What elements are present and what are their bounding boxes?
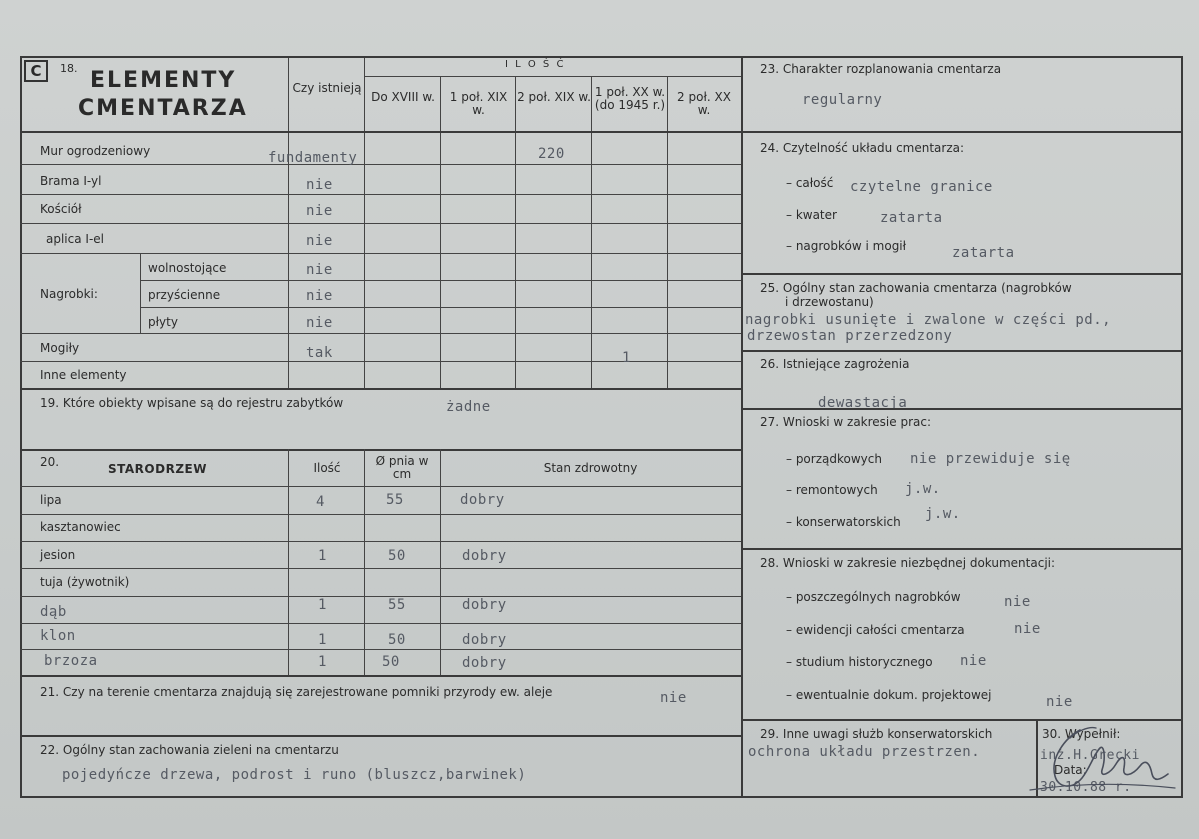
s18-exists-value: tak <box>306 345 333 361</box>
s18-row-label: przyścienne <box>148 288 221 302</box>
s18-col-xix1: 1 poł. XIX w. <box>449 90 508 117</box>
s25-answer-2: drzewostan przerzedzony <box>747 328 953 344</box>
s20-col-count: Ilość <box>313 461 341 475</box>
s20-count: 1 <box>318 654 327 670</box>
s27-item-label: – konserwatorskich <box>786 515 901 529</box>
s24-item-label: – całość <box>786 176 834 190</box>
s27-item-value: j.w. <box>925 506 961 522</box>
s20-health: dobry <box>462 597 507 613</box>
s20-species: tuja (żywotnik) <box>40 575 130 589</box>
s29-question: 29. Inne uwagi służb konserwatorskich <box>760 727 993 741</box>
s18-col-xix2: 2 poł. XIX w. <box>517 90 591 104</box>
s27-item-label: – porządkowych <box>786 452 882 466</box>
s18-exists-value: nie <box>306 288 333 304</box>
s20-diam: 55 <box>388 597 406 613</box>
s24-item-label: – nagrobków i mogił <box>786 239 907 253</box>
s20-diam: 50 <box>388 548 406 564</box>
s19-question: 19. Które obiekty wpisane są do rejestru zabytków <box>40 396 344 410</box>
s25-question-2: i drzewostanu) <box>785 295 874 309</box>
s28-item-label: – ewidencji całości cmentarza <box>786 623 965 637</box>
s24-item-value: czytelne granice <box>850 179 993 195</box>
s30-date: 30.10.88 r. <box>1040 780 1132 795</box>
s24-item-value: zatarta <box>880 210 943 226</box>
s18-exists-value: nie <box>306 233 333 249</box>
s18-xx1-value: 1 <box>622 350 631 366</box>
s18-col-exists: Czy istnieją <box>292 81 362 95</box>
s18-exists-value: fundamenty <box>268 150 358 166</box>
s18-row-label: Inne elementy <box>40 368 127 382</box>
s18-title-1: ELEMENTY <box>90 68 237 93</box>
section-code: C <box>24 60 48 82</box>
s18-row-label: aplica I-el <box>46 232 104 246</box>
s18-exists-value: nie <box>306 315 333 331</box>
s18-xix2-value: 220 <box>538 146 565 162</box>
s18-col-xx1: 1 poł. XX w. (do 1945 r.) <box>594 85 666 112</box>
s20-count: 4 <box>316 494 325 510</box>
s20-diam: 50 <box>382 654 400 670</box>
s18-col-xx2: 2 poł. XX w. <box>677 90 731 117</box>
s26-question: 26. Istniejące zagrożenia <box>760 357 910 371</box>
s26-answer: dewastacja <box>818 395 908 411</box>
s28-item-value: nie <box>1014 621 1041 637</box>
s18-exists-value: nie <box>306 203 333 219</box>
signature-mark <box>1010 718 1180 800</box>
s21-answer: nie <box>660 690 687 706</box>
s18-exists-value: nie <box>306 177 333 193</box>
s18-row-label: Brama I-yl <box>40 174 102 188</box>
s20-species: kasztanowiec <box>40 520 121 534</box>
s18-row-label: Kościół <box>40 202 82 216</box>
s28-question: 28. Wnioski w zakresie niezbędnej dokumentacji: <box>760 556 1056 570</box>
s25-answer-1: nagrobki usunięte i zwalone w części pd., <box>745 312 1112 328</box>
s18-row-label: Mur ogrodzeniowy <box>40 144 151 158</box>
s28-item-label: – ewentualnie dokum. projektowej <box>786 688 992 702</box>
s24-item-label: – kwater <box>786 208 837 222</box>
s30-label-date: Data: <box>1054 763 1087 777</box>
s20-title: STARODRZEW <box>108 462 207 476</box>
s28-item-value: nie <box>1004 594 1031 610</box>
s28-item-label: – poszczególnych nagrobków <box>786 590 961 604</box>
s18-col-xviii: Do XVIII w. <box>371 90 435 104</box>
s21-question: 21. Czy na terenie cmentarza znajdują się zarejestrowane pomniki przyrody ew. aleje <box>40 685 553 699</box>
s18-row-label: Mogiły <box>40 341 80 355</box>
s20-count: 1 <box>318 548 327 564</box>
s20-col-health: Stan zdrowotny <box>543 461 638 475</box>
s20-health: dobry <box>462 548 507 564</box>
s18-group-label: Nagrobki: <box>40 287 98 301</box>
s20-species: dąb <box>40 604 67 620</box>
s20-species: klon <box>40 628 76 644</box>
s22-question: 22. Ogólny stan zachowania zieleni na cmentarzu <box>40 743 339 757</box>
s20-diam: 55 <box>386 492 404 508</box>
s28-item-value: nie <box>1046 694 1073 710</box>
s28-item-label: – studium historycznego <box>786 655 933 669</box>
s19-answer: żadne <box>446 399 491 415</box>
s20-diam: 50 <box>388 632 406 648</box>
s20-number: 20. <box>40 455 60 469</box>
s24-item-value: zatarta <box>952 245 1015 261</box>
s20-col-diam: Ø pnia w cm <box>375 454 429 481</box>
s20-species: lipa <box>40 493 62 507</box>
s28-item-value: nie <box>960 653 987 669</box>
s27-item-label: – remontowych <box>786 483 878 497</box>
s20-count: 1 <box>318 632 327 648</box>
s29-answer: ochrona układu przestrzen. <box>748 744 981 760</box>
s18-ilosc-header: I L O Ś Ć <box>505 59 566 70</box>
s18-number: 18. <box>60 62 78 75</box>
s18-title-2: CMENTARZA <box>78 96 248 121</box>
s22-answer: pojedyńcze drzewa, podrost i runo (bluszcz,barwinek) <box>62 767 527 783</box>
s27-item-value: nie przewiduje się <box>910 451 1071 467</box>
s20-health: dobry <box>462 632 507 648</box>
s25-question-1: 25. Ogólny stan zachowania cmentarza (nagrobków <box>760 281 1072 295</box>
s20-health: dobry <box>460 492 505 508</box>
s18-row-label: wolnostojące <box>148 261 227 275</box>
s18-row-label: płyty <box>148 315 178 329</box>
s30-filled-by: inż.H.Grecki <box>1040 748 1140 763</box>
s20-species: jesion <box>40 548 76 562</box>
s20-health: dobry <box>462 655 507 671</box>
s20-count: 1 <box>318 597 327 613</box>
s27-item-value: j.w. <box>905 481 941 497</box>
s30-label-filled: 30. Wypełnił: <box>1042 727 1121 741</box>
s23-answer: regularny <box>802 92 883 108</box>
s23-question: 23. Charakter rozplanowania cmentarza <box>760 62 1002 76</box>
s27-question: 27. Wnioski w zakresie prac: <box>760 415 932 429</box>
s24-question: 24. Czytelność układu cmentarza: <box>760 141 965 155</box>
s18-exists-value: nie <box>306 262 333 278</box>
s20-species: brzoza <box>44 653 98 669</box>
